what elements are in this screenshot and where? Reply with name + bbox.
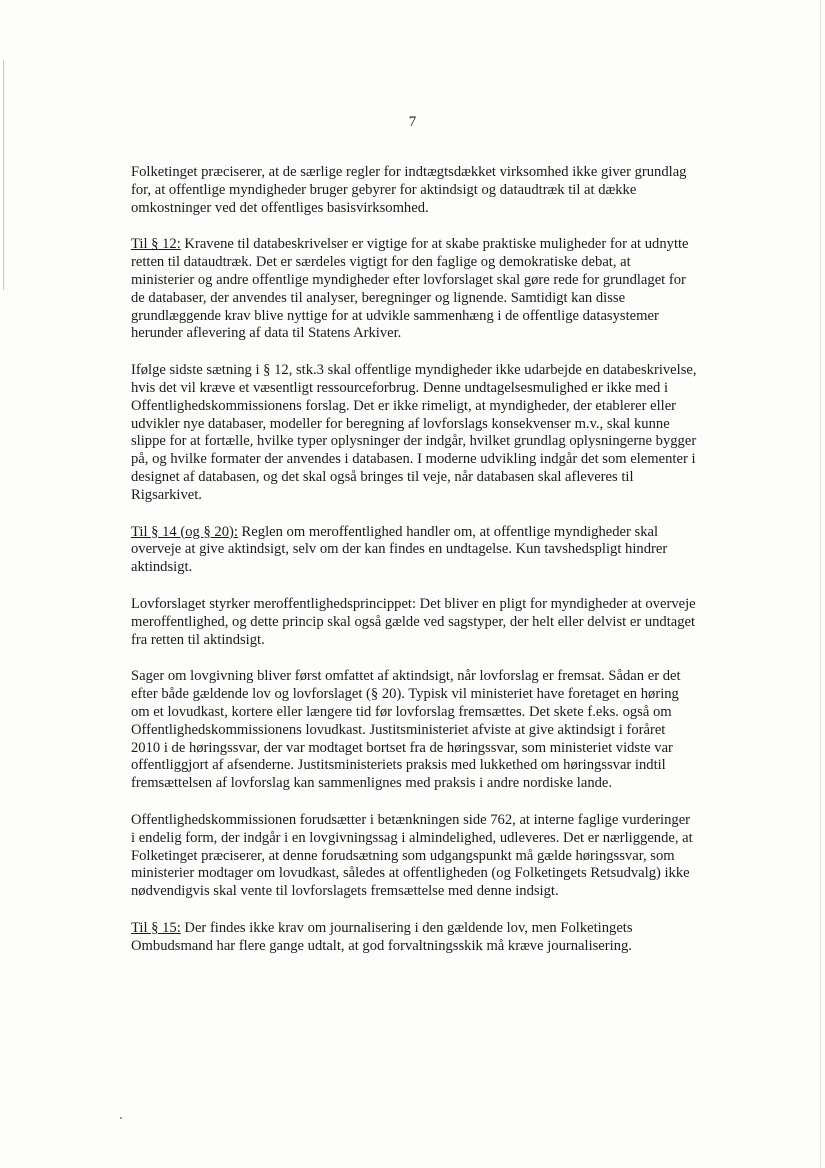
paragraph-text: Kravene til databeskrivelser er vigtige for at skabe praktiske muligheder for at udnytte retten til dataudtræk. Det er særdeles vigtigt for den faglige og demokratiske debat, at ministerier og andre offentlige myndigheder efter lovforslaget skal gøre rede for grundlaget for de databaser, der anvendes til analyser, beregninger og lignende. Samtidigt kan disse grundlæggende krav blive nyttige for at udvikle sammenhæng i de offentlige datasystemer herunder aflevering af data til Statens Arkiver.	[131, 236, 689, 342]
section-heading: Til § 15:	[131, 919, 181, 936]
section-heading: Til § 14 (og § 20):	[131, 523, 238, 540]
paragraph	[131, 524, 697, 577]
paragraph	[131, 920, 697, 956]
paragraph-text: Lovforslaget styrker meroffentlighedsprincippet: Det bliver en pligt for myndigheder at overveje meroffentlighed, og dette princip skal også gælde ved sagstyper, der helt eller delvist er undtaget fra retten til aktindsigt.	[131, 595, 696, 648]
section-heading: Til § 12:	[131, 236, 181, 253]
page-number: 7	[408, 114, 417, 130]
paragraph-text: Sager om lovgivning bliver først omfattet af aktindsigt, når lovforslag er fremsat. Sådan er det efter både gældende lov og lovforslaget (§ 20). Typisk vil ministeriet have foretaget en høring om et lovudkast, kortere eller længere tid før lovforslag fremsættes. Det skete f.eks. også om Offentlighedskommissionens lovudkast. Justitsministeriet afviste at give aktindsigt i foråret 2010 i de høringssvar, der var modtaget bortset fra de høringssvar, som ministeriet vidste var offentliggjort af afsenderne. Justitsministeriets praksis med lukkethed om høringssvar indtil fremsættelsen af lovforslag kan sammenlignes med praksis i andre nordiske lande.	[131, 668, 681, 792]
scan-edge-left	[3, 60, 4, 290]
paragraph-text: Reglen om meroffentlighed handler om, at offentlige myndigheder skal overveje at give aktindsigt, selv om der kan findes en undtagelse. Kun tavshedspligt hindrer aktindsigt.	[131, 523, 668, 576]
paragraph-text: Offentlighedskommissionen forudsætter i betænkningen side 762, at interne faglige vurderinger i endelig form, der indgår i en lovgivningssag i almindelighed, udleveres. Det er nærliggende, at Folketinget præciserer, at denne forudsætning som udgangspunkt må gælde høringssvar, som ministerier modtager om lovudkast, således at offentligheden (og Folketingets Retsudvalg) ikke nødvendigvis skal vente til lovforslagets fremsættelse med denne indsigt.	[131, 811, 693, 900]
scan-edge-right	[820, 0, 821, 1168]
paragraph	[131, 668, 697, 793]
paragraph	[131, 236, 697, 343]
paragraph	[131, 362, 697, 504]
paragraph-text: Folketinget præciserer, at de særlige regler for indtægtsdækket virksomhed ikke giver grundlag for, at offentlige myndigheder bruger gebyrer for aktindsigt og dataudtræk til at dække omkostninger ved det offentliges basisvirksomhed.	[131, 164, 687, 216]
paragraph-text: Der findes ikke krav om journalisering i den gældende lov, men Folketingets Ombudsmand har flere gange udtalt, at god forvaltningsskik må kræve journalisering.	[131, 919, 633, 954]
scan-speck	[120, 1117, 122, 1119]
paragraph-text: Ifølge sidste sætning i § 12, stk.3 skal offentlige myndigheder ikke udarbejde en databeskrivelse, hvis det vil kræve et væsentligt ressourceforbrug. Denne undtagelsesmulighed er ikke med i Offentlighedskommissionens forslag. Det er ikke rimeligt, at myndigheder, der etablerer eller udvikler nye databaser, modeller for beregning af lovforslags konsekvenser m.v., skal kunne slippe for at fortælle, hvilke typer oplysninger der indgår, hvilket grundlag oplysningerne bygger på, og hvilke formater der anvendes i databasen. I moderne udvikling indgår det som elementer i designet af databasen, og det skal også bringes til veje, når databasen skal afleveres til Rigsarkivet.	[131, 362, 697, 503]
paragraph	[131, 596, 697, 649]
document-body	[131, 164, 697, 974]
paragraph	[131, 164, 697, 217]
paragraph	[131, 812, 697, 901]
